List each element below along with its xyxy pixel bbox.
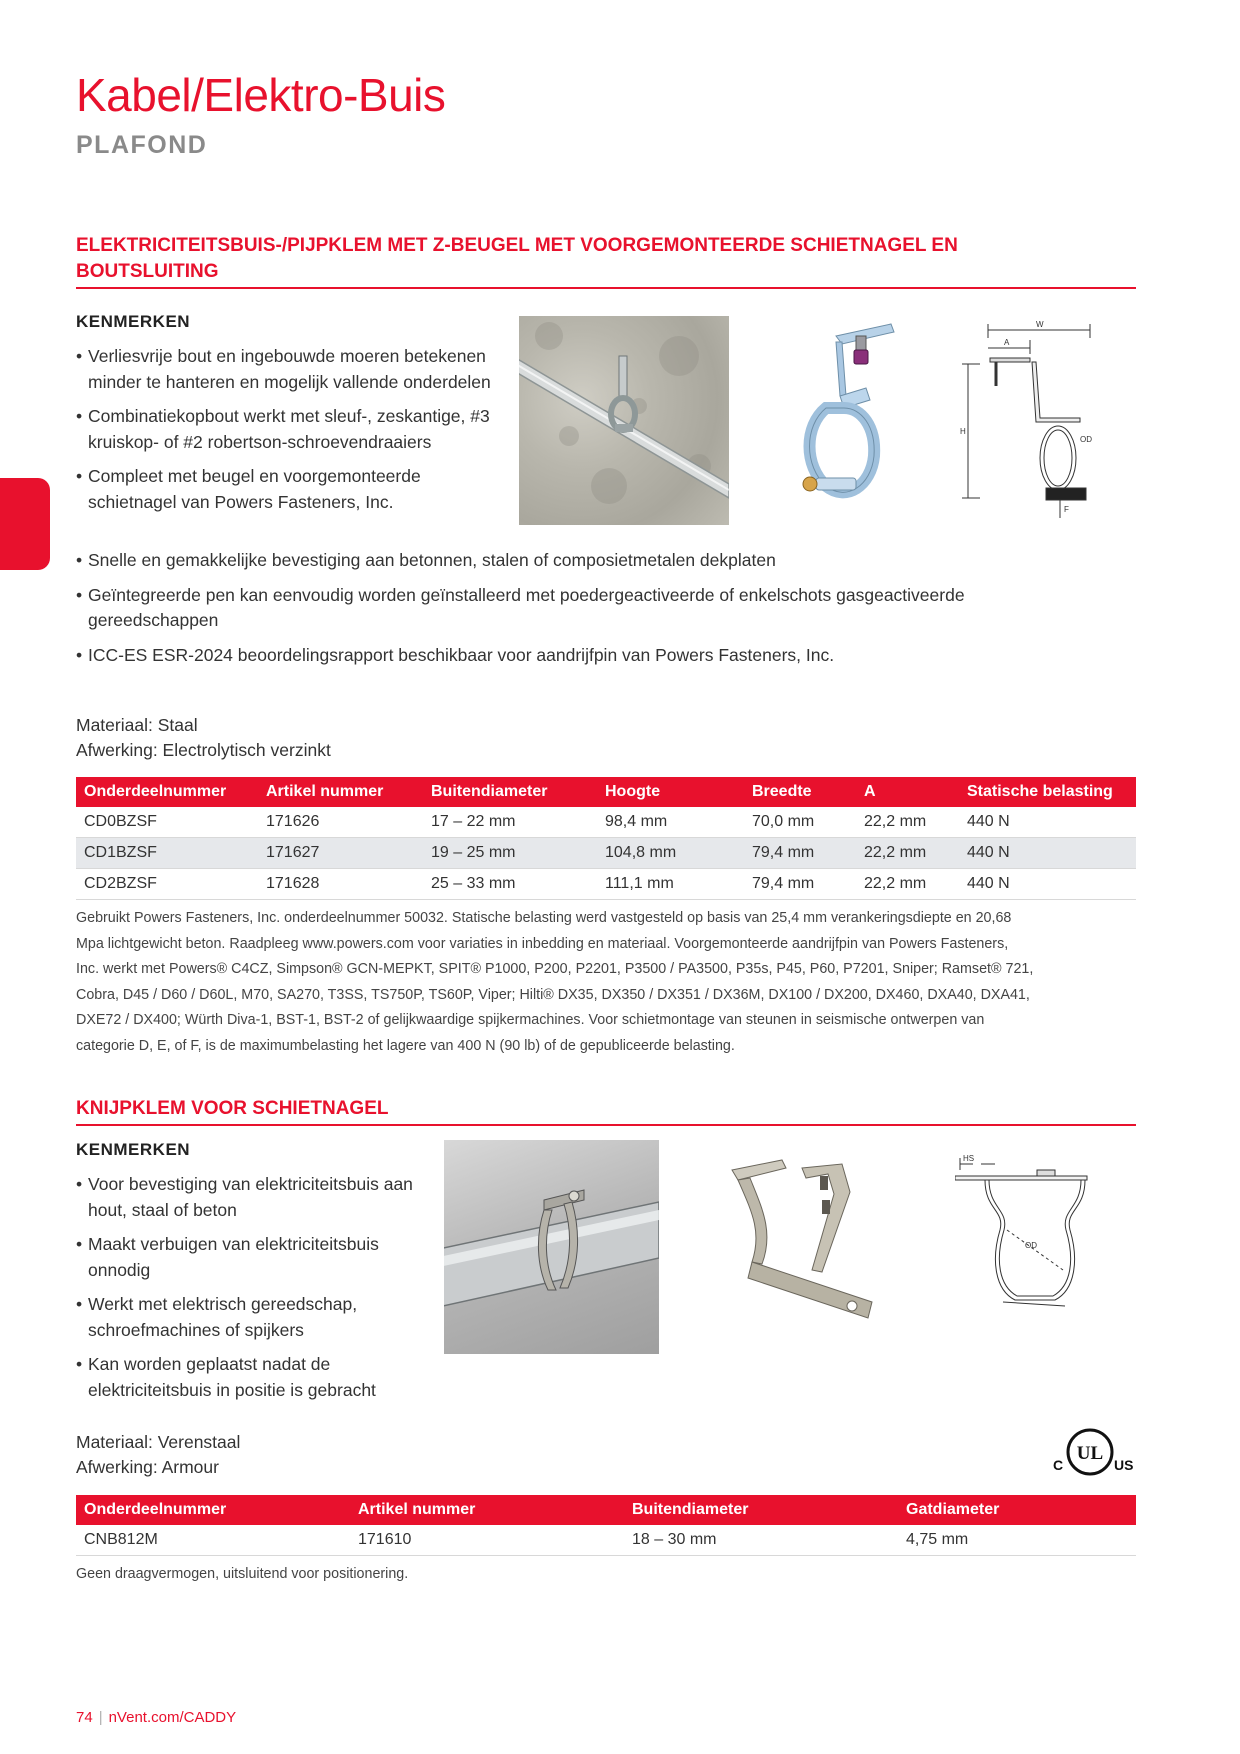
footnote-line: categorie D, E, of F, is de maximumbelasting het lagere van 400 N (90 lb) of de gepubliceerde belasting. [76,1037,735,1054]
table-cell: 79,4 mm [744,838,856,869]
table-cell: 18 – 30 mm [624,1525,898,1556]
product-photo-knijpklem-installed [444,1140,659,1354]
column-header: Artikel nummer [350,1495,624,1525]
column-header: Onderdeelnummer [76,777,258,807]
table-cell: CD0BZSF [76,807,258,838]
table-cell: 22,2 mm [856,869,959,900]
cert-us-text: US [1114,1457,1134,1473]
table-cell: 104,8 mm [597,838,744,869]
column-header: Hoogte [597,777,744,807]
table-cell: 440 N [959,838,1136,869]
column-header: Onderdeelnummer [76,1495,350,1525]
footer-url[interactable]: nVent.com/CADDY [108,1709,237,1726]
table-cell: 111,1 mm [597,869,744,900]
table-cell: 19 – 25 mm [423,838,597,869]
table-row [76,807,1136,838]
zbeugel-dimension-drawing [960,318,1110,528]
table-cell: 98,4 mm [597,807,744,838]
feature-item: • Compleet met beugel en voorgemonteerde schietnagel van Powers Fasteners, Inc. [76,464,506,515]
product-photo-knijpklem [722,1152,902,1332]
column-header: Breedte [744,777,856,807]
product-photo-installed [519,316,729,525]
feature-item: • Maakt verbuigen van elektriciteitsbuis onnodig [76,1232,421,1283]
dimension-diagram-zbeugel [960,318,1110,528]
section-heading-line1: ELEKTRICITEITSBUIS-/PIJPKLEM MET Z-BEUGEL MET VOORGEMONTEERDE SCHIETNAGEL EN [76,235,958,256]
table-row [76,1525,1136,1556]
dim-label-a: A [1004,338,1010,347]
table-row [76,838,1136,869]
material-block-1 [76,713,331,763]
dim-label-w: W [1036,320,1044,329]
kenmerken-label: KENMERKEN [76,312,191,331]
dim-label-od: OD [1025,1241,1037,1250]
spec-table-knijpklem [76,1495,1136,1556]
footnote-line: Mpa lichtgewicht beton. Raadpleeg www.powers.com voor variaties in inbedding en materiaal. Voorgemonteerde aandrijfpin van Powers Fasteners, [76,935,1009,952]
table-cell: 25 – 33 mm [423,869,597,900]
culus-certification-icon [1050,1428,1140,1480]
footnote-line: Cobra, D45 / D60 / D60L, M70, SA270, T3SS, TS750P, TS60P, Viper; Hilti® DX35, DX350 / DX351 / DX36M, DX100 / DX200, DX460, DXA40, DXA41, [76,986,1030,1003]
knijpklem-clamp-illustration [722,1152,902,1332]
material-text: Materiaal: Verenstaal [76,1432,241,1452]
feature-item: • ICC-ES ESR-2024 beoordelingsrapport beschikbaar voor aandrijfpin van Powers Fasteners, Inc. [76,643,976,669]
table-cell: CD2BZSF [76,869,258,900]
column-header: Gatdiameter [898,1495,1136,1525]
table-cell: 4,75 mm [898,1525,1136,1556]
spec-table-zbeugel [76,777,1136,900]
table-header-row [76,1495,1136,1525]
column-header: Buitendiameter [624,1495,898,1525]
table-row [76,869,1136,900]
feature-list-knijpklem [76,1172,421,1412]
footnote-line: Gebruikt Powers Fasteners, Inc. onderdeelnummer 50032. Statische belasting werd vastgesteld op basis van 25,4 mm verankeringsdiepte en 20,68 [76,910,1012,926]
feature-item: • Snelle en gemakkelijke bevestiging aan betonnen, stalen of composietmetalen dekplaten [76,548,976,574]
feature-item: • Kan worden geplaatst nadat de elektriciteitsbuis in positie is gebracht [76,1352,421,1403]
feature-item: • Voor bevestiging van elektriciteitsbuis aan hout, staal of beton [76,1172,421,1223]
footer-separator: | [98,1709,103,1726]
dim-label-hs: HS [963,1154,975,1163]
table-cell: 440 N [959,869,1136,900]
table-cell: 171627 [258,838,423,869]
dim-label-od: OD [1080,435,1092,444]
feature-list-top [76,344,506,524]
page-footer [76,1709,236,1726]
table-cell: 171610 [350,1525,624,1556]
table-cell: 79,4 mm [744,869,856,900]
feature-item: • Geïntegreerde pen kan eenvoudig worden geïnstalleerd met poedergeactiveerde of enkelschots gasgeactiveerde gereedschappen [76,583,976,634]
column-header: Artikel nummer [258,777,423,807]
column-header: A [856,777,959,807]
zbeugel-clamp-illustration [776,316,906,526]
dimension-diagram-knijpklem [955,1150,1100,1325]
table-cell: CNB812M [76,1525,350,1556]
knijpklem-dimension-drawing [955,1150,1100,1325]
table-cell: 171628 [258,869,423,900]
footnote-knijpklem: Geen draagvermogen, uitsluitend voor positionering. [76,1566,409,1582]
cert-ul-text: UL [1076,1443,1104,1464]
cert-c-text: C [1053,1457,1064,1473]
table-cell: 17 – 22 mm [423,807,597,838]
material-block-2 [76,1430,240,1480]
page-title: Kabel/Elektro-Buis [76,69,446,121]
table-header-row [76,777,1136,807]
finish-text: Afwerking: Armour [76,1457,219,1477]
chapter-tab [0,478,50,570]
page-subtitle: PLAFOND [76,131,208,159]
footnote-line: DXE72 / DX400; Würth Diva-1, BST-1, BST-2 of gelijkwaardige spijkermachines. Voor schietmontage van steunen in seismische ontwerpen van [76,1012,985,1028]
page-number: 74 [76,1709,93,1726]
section-heading-knijpklem: KNIJPKLEM VOOR SCHIETNAGEL [76,1096,1136,1126]
product-photo-zbeugel [776,316,906,526]
knijpklem-installed-illustration [444,1140,659,1354]
table-cell: 171626 [258,807,423,838]
section-heading-zbeugel [76,233,1136,289]
feature-list-bottom [76,548,976,677]
kenmerken-label: KENMERKEN [76,1140,191,1159]
dim-label-h: H [960,427,966,436]
table-cell: 70,0 mm [744,807,856,838]
table-cell: 22,2 mm [856,807,959,838]
material-text: Materiaal: Staal [76,715,198,735]
feature-item: • Combinatiekopbout werkt met sleuf-, zeskantige, #3 kruiskop- of #2 robertson-schroevendraaiers [76,404,506,455]
feature-item: • Werkt met elektrisch gereedschap, schroefmachines of spijkers [76,1292,421,1343]
feature-item: • Verliesvrije bout en ingebouwde moeren betekenen minder te hanteren en mogelijk vallende onderdelen [76,344,506,395]
footnote-line: Inc. werkt met Powers® C4CZ, Simpson® GCN-MEPKT, SPIT® P1000, P200, P2201, P3500 / PA3500, P35s, P45, P60, P7201, Sniper; Ramset® 721, [76,961,1034,977]
footnote-zbeugel [76,906,1141,1059]
table-cell: 22,2 mm [856,838,959,869]
dim-label-f: F [1064,505,1069,514]
installed-clamp-illustration [519,316,729,525]
column-header: Statische belasting [959,777,1136,807]
section-heading-line2: BOUTSLUITING [76,261,219,282]
table-cell: CD1BZSF [76,838,258,869]
column-header: Buitendiameter [423,777,597,807]
table-cell: 440 N [959,807,1136,838]
finish-text: Afwerking: Electrolytisch verzinkt [76,740,331,760]
